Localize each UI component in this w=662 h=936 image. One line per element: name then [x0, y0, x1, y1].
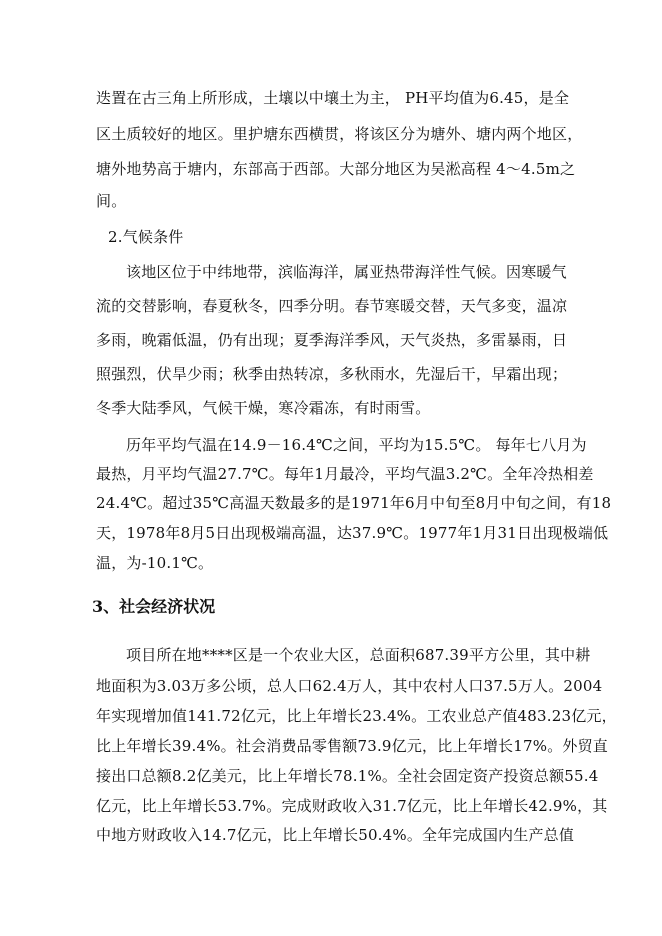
climate-p1-line-3: 多雨，晚霜低温，仍有出现；夏季海洋季风，天气炎热，多雷暴雨，日 [96, 331, 568, 349]
economy-line-5: 接出口总额8.2亿美元，比上年增长78.1%。全社会固定资产投资总额55.4 [96, 767, 599, 785]
geo-line-2: 区土质较好的地区。里护塘东西横贯，将该区分为塘外、塘内两个地区， [96, 125, 583, 143]
geo-line-3: 塘外地势高于塘内，东部高于西部。大部分地区为吴淞高程 4～4.5m之 [96, 160, 576, 178]
climate-p2-line-2: 最热，月平均气温27.7℃。每年1月最冷，平均气温3.2℃。全年冷热相差 [96, 465, 594, 483]
climate-section-heading: 2.气候条件 [108, 228, 184, 246]
climate-p1-line-4: 照强烈，伏旱少雨；秋季由热转凉，多秋雨水，先湿后干，早霜出现； [96, 365, 568, 383]
economy-line-1: 项目所在地****区是一个农业大区，总面积687.39平方公里，其中耕 [126, 646, 591, 664]
climate-p2-line-1: 历年平均气温在14.9－16.4℃之间，平均为15.5℃。 每年七八月为 [126, 436, 587, 454]
economy-line-2: 地面积为3.03万多公顷，总人口62.4万人，其中农村人口37.5万人。2004 [96, 677, 603, 695]
climate-p1-line-1: 该地区位于中纬地带，滨临海洋，属亚热带海洋性气候。因寒暖气 [126, 263, 567, 281]
climate-p2-line-5: 温，为-10.1℃。 [96, 554, 214, 572]
economy-line-7: 中地方财政收入14.7亿元，比上年增长50.4%。全年完成国内生产总值 [96, 826, 575, 844]
climate-p1-line-5: 冬季大陆季风，气候干燥，寒冷霜冻，有时雨雪。 [96, 399, 431, 417]
climate-p2-line-4: 天，1978年8月5日出现极端高温，达37.9℃。1977年1月31日出现极端低 [96, 524, 609, 542]
climate-p1-line-2: 流的交替影响，春夏秋冬，四季分明。春节寒暖交替，天气多变，温凉 [96, 297, 568, 315]
economy-section-heading: 3、社会经济状况 [92, 597, 216, 616]
geo-line-4: 间。 [96, 192, 127, 210]
economy-line-6: 亿元，比上年增长53.7%。完成财政收入31.7亿元，比上年增长42.9%，其 [96, 797, 608, 815]
geo-line-1: 迭置在古三角上所形成，土壤以中壤土为主， PH平均值为6.45，是全 [96, 89, 570, 107]
economy-line-3: 年实现增加值141.72亿元，比上年增长23.4%。工农业总产值483.23亿元， [96, 707, 617, 725]
economy-line-4: 比上年增长39.4%。社会消费品零售额73.9亿元，比上年增长17%。外贸直 [96, 737, 608, 755]
climate-p2-line-3: 24.4℃。超过35℃高温天数最多的是1971年6月中旬至8月中旬之间，有18 [96, 494, 612, 512]
